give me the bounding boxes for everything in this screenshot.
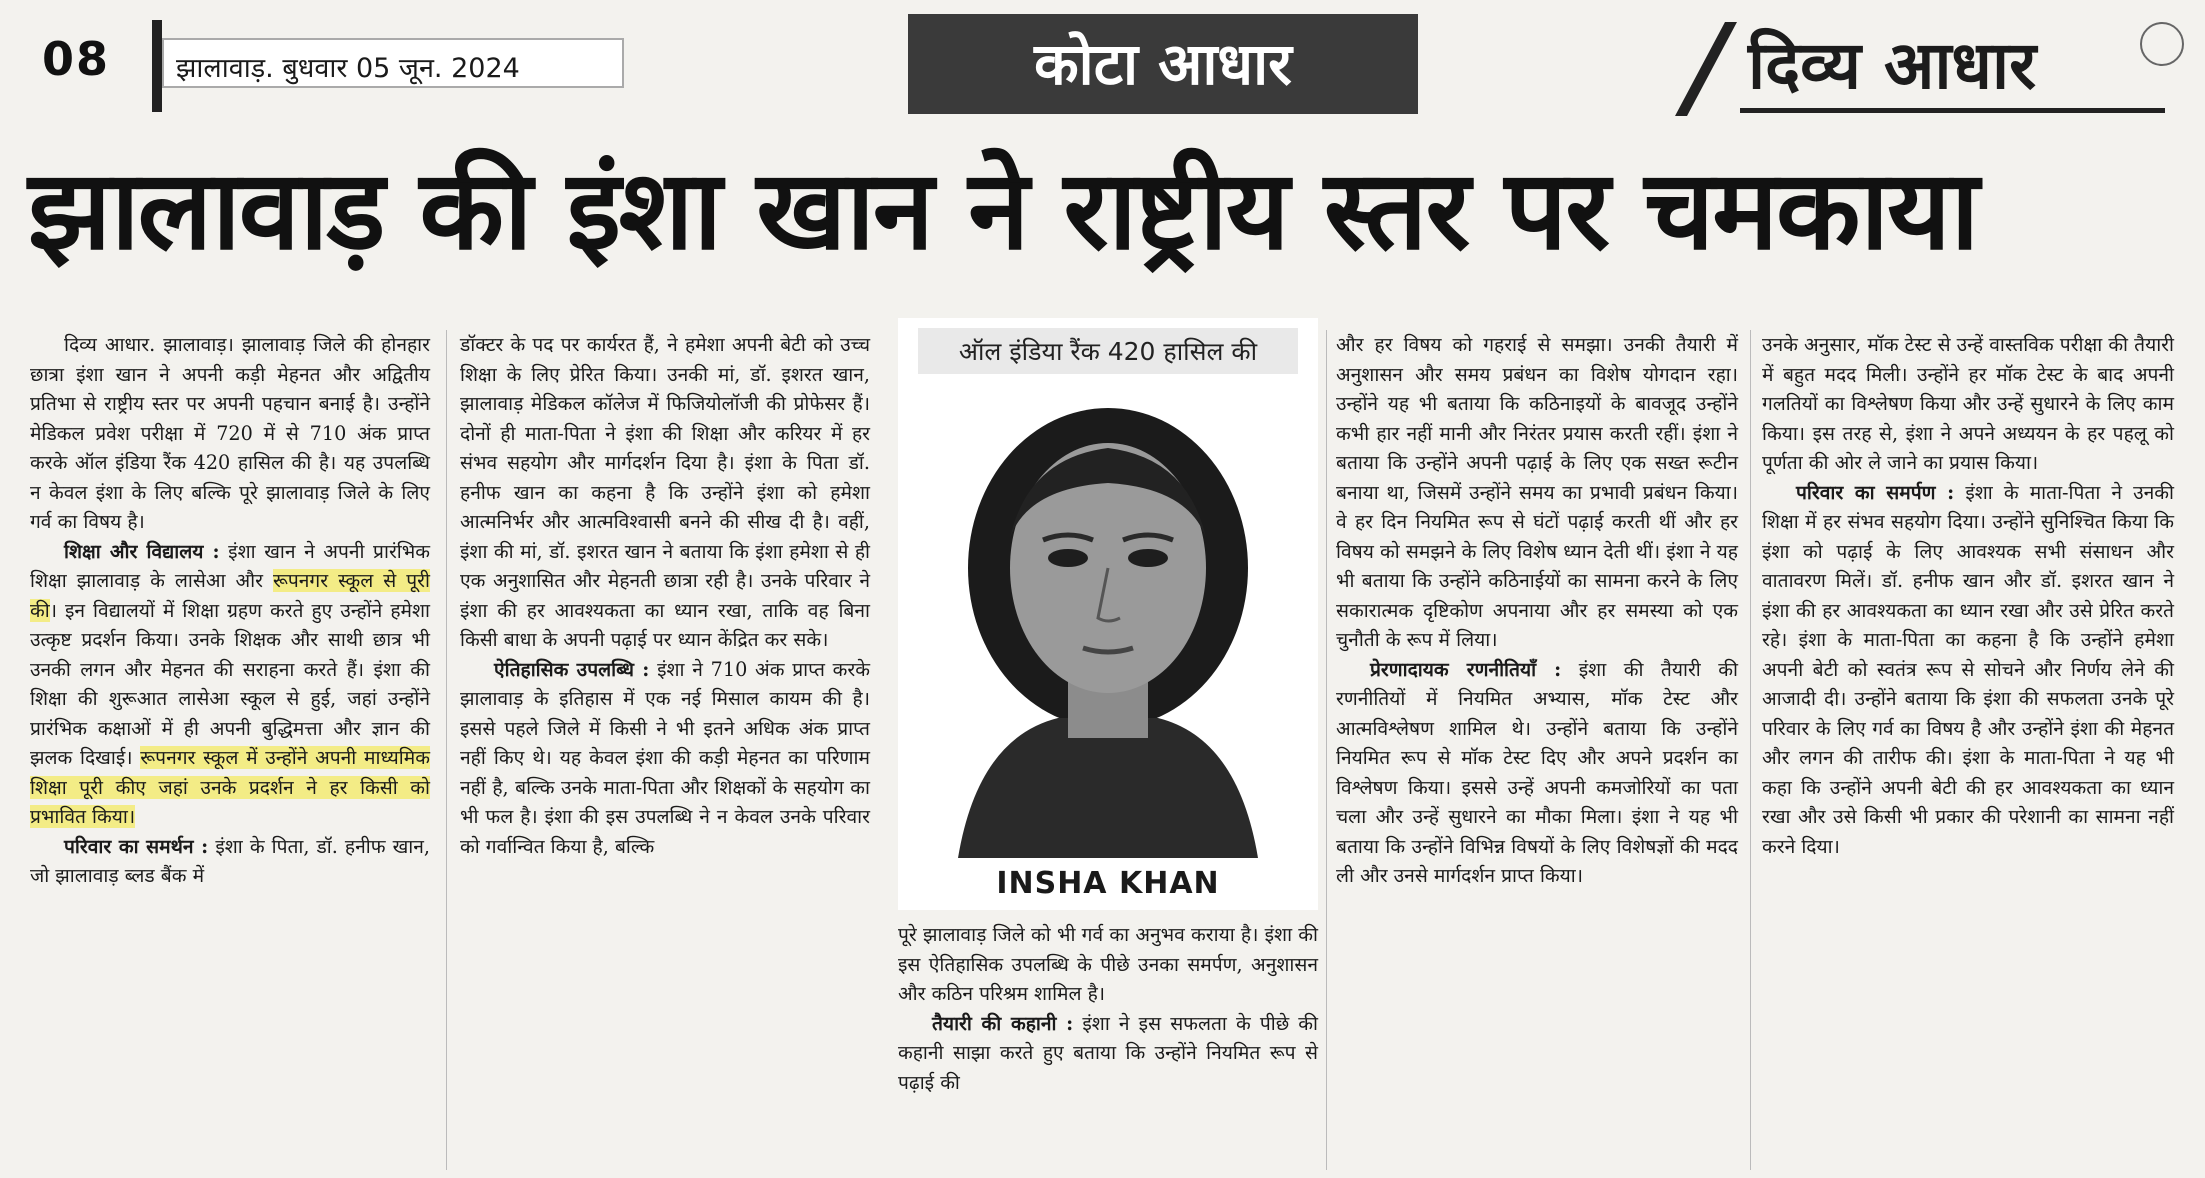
highlighted-text: रूपनगर स्कूल में उन्होंने अपनी माध्यमिक शिक्षा पूरी कीए जहां उनके प्रदर्शन ने हर किसी को प्रभावित किया। [30, 746, 430, 828]
paragraph-parents: डॉक्टर के पद पर कार्यरत हैं, ने हमेशा अपनी बेटी को उच्च शिक्षा के लिए प्रेरित किया। उनकी मां, डॉ. इशरत खान, झालावाड़ मेडिकल कॉलेज में फिजियोलॉजी की प्रोफेसर हैं। दोनों ही माता-पिता ने इंशा की शिक्षा और करियर में हर संभव सहयोग और मार्गदर्शन दिया है। इंशा के पिता डॉ. हनीफ खान का कहना है कि उन्होंने इंशा को हमेशा आत्मनिर्भर और आत्मविश्वासी बनने की सीख दी है। वहीं, इंशा की मां, डॉ. इशरत खान ने बताया कि इंशा हमेशा से ही एक अनुशासित और मेहनती छात्रा रही है। उनके परिवार ने इंशा की हर आवश्यकता का ध्यान रखा, ताकि वह बिना किसी बाधा के अपनी पढ़ाई पर ध्यान केंद्रित कर सके। [460, 333, 870, 651]
paragraph-historic [460, 655, 870, 862]
text-run: इंशा ने 710 अंक प्राप्त करके झालावाड़ के इतिहास में एक नई मिसाल कायम की है। इससे पहले जिले में किसी ने भी इतने अधिक अंक प्राप्त नहीं किए थे। यह केवल इंशा की कड़ी मेहनत का परिणाम नहीं है, बल्कि उनके माता-पिता और शिक्षकों के सहयोग का भी फल है। इंशा की इस उपलब्धि ने न केवल उनके परिवार को गर्वान्वित किया है, बल्कि [460, 657, 870, 858]
article-column-5 [1762, 330, 2174, 861]
paragraph-family-dedication [1762, 478, 2174, 862]
subhead-education: शिक्षा और विद्यालय : [64, 539, 220, 563]
paragraph-education [30, 537, 430, 832]
text-run: इंशा के पिता, डॉ. हनीफ खान, जो झालावाड़ ब्लड बैंक में [30, 834, 430, 887]
paragraph-mock-tests: उनके अनुसार, मॉक टेस्ट से उन्हें वास्तविक परीक्षा की तैयारी में बहुत मदद मिली। उन्होंने हर मॉक टेस्ट के बाद अपनी गलतियों का विश्लेषण किया और उन्हें सुधारने के लिए काम किया। इस तरह से, इंशा ने अपने अध्ययन के हर पहलू को पूर्णता की ओर ले जाने का प्रयास किया। [1762, 333, 2174, 474]
subhead-family-support: परिवार का समर्थन : [64, 834, 209, 858]
subhead-strategies: प्रेरणादायक रणनीतियाँ : [1370, 657, 1562, 681]
masthead-slash [1675, 22, 1737, 116]
paragraph-strategies [1336, 655, 1738, 891]
dateline: झालावाड़. बुधवार 05 जून. 2024 [162, 38, 624, 88]
section-banner: कोटा आधार [908, 14, 1418, 114]
newspaper-brand: दिव्य आधार [1748, 26, 2037, 104]
column-rule [446, 330, 447, 1170]
subhead-family-dedication: परिवार का समर्पण : [1796, 480, 1955, 504]
masthead-divider [152, 20, 162, 112]
masthead [0, 0, 2205, 130]
text-run: इंशा ने इस सफलता के पीछे की कहानी साझा करते हुए बताया कि उन्होंने नियमित रूप से पढ़ाई की [898, 1011, 1318, 1094]
text-run: । इन विद्यालयों में शिक्षा ग्रहण करते हुए उन्होंने हमेशा उत्कृष्ट प्रदर्शन किया। उनके शिक्षक और साथी छात्र भी उनकी लगन और मेहनत की सराहना करते हैं। इंशा की शिक्षा की शुरूआत लासेआ स्कूल से हुई, जहां उन्होंने प्रारंभिक कक्षाओं में ही अपनी बुद्धिमत्ता और ज्ञान की झलक दिखाई। [30, 598, 430, 769]
paragraph-family-support [30, 832, 430, 891]
text-run: इंशा के माता-पिता ने उनकी शिक्षा में हर संभव सहयोग दिया। उन्होंने सुनिश्चित किया कि इंशा को पढ़ाई के लिए आवश्यक सभी संसाधन और वातावरण मिलें। डॉ. हनीफ खान और डॉ. इशरत खान ने इंशा की हर आवश्यकता का ध्यान रखा और उसे प्रेरित करते रहे। इंशा के माता-पिता का कहना है कि उन्होंने हमेशा अपनी बेटी को स्वतंत्र रूप से सोचने और निर्णय लेने की आजादी दी। उन्होंने बताया कि इंशा की सफलता उनके पूरे परिवार के लिए गर्व का विषय है और उन्होंने इंशा की मेहनत और लगन की तारीफ की। इंशा के माता-पिता ने यह भी कहा कि उन्होंने अपनी बेटी की हर आवश्यकता का ध्यान रखा और उसे किसी भी प्रकार की परेशानी का सामना नहीं करने दिया। [1762, 480, 2175, 858]
paragraph-pride: पूरे झालावाड़ जिले को भी गर्व का अनुभव कराया है। इंशा की इस ऐतिहासिक उपलब्धि के पीछे उनका समर्पण, अनुशासन और कठिन परिश्रम शामिल है। [898, 923, 1318, 1005]
photo-name: INSHA KHAN [996, 866, 1220, 901]
article-column-1 [30, 330, 430, 891]
text-run: इंशा की तैयारी की रणनीतियों में नियमित अभ्यास, मॉक टेस्ट और आत्मविश्लेषण शामिल थे। उन्होंने बताया कि उन्होंने नियमित रूप से मॉक टेस्ट दिए और अपने प्रदर्शन का विश्लेषण किया। इससे उन्हें अपनी कमजोरियों का पता चला और उन्हें सुधारने का मौका मिला। इंशा ने यह भी बताया कि उन्होंने विभिन्न विषयों के लिए विशेषज्ञों की मदद ली और उनसे मार्गदर्शन प्राप्त किया। [1336, 657, 1738, 887]
wheel-icon [2140, 22, 2184, 66]
paragraph-preparation [898, 1009, 1318, 1098]
column-rule [1750, 330, 1751, 1170]
brand-underline [1740, 108, 2165, 113]
subhead-preparation: तैयारी की कहानी : [932, 1011, 1074, 1035]
portrait-photo [898, 318, 1318, 910]
photo-panel [898, 318, 1318, 910]
paragraph-discipline: और हर विषय को गहराई से समझा। उनकी तैयारी में अनुशासन और समय प्रबंधन का विशेष योगदान रहा। उन्होंने यह भी बताया कि कठिनाइयों के बावजूद उन्होंने कभी हार नहीं मानी और निरंतर प्रयास करती रहीं। इंशा ने बताया कि उन्होंने अपनी पढ़ाई के लिए एक सख्त रूटीन बनाया था, जिसमें उन्होंने समय का प्रभावी प्रबंधन किया। वे हर दिन नियमित रूप से घंटों पढ़ाई करती थीं और हर विषय को समझने के लिए विशेष ध्यान देती थीं। इंशा ने यह भी बताया कि उन्होंने कठिनाईयों का सामना करने के लिए सकारात्मक दृष्टिकोण अपनाया और हर समस्या को एक चुनौती के रूप में लिया। [1336, 333, 1738, 651]
subhead-historic: ऐतिहासिक उपलब्धि : [494, 657, 650, 681]
headline: झालावाड़ की इंशा खान ने राष्ट्रीय स्तर पर चमकाया [28, 146, 1978, 274]
column-rule [1326, 330, 1327, 1170]
paragraph-intro: दिव्य आधार. झालावाड़। झालावाड़ जिले की होनहार छात्रा इंशा खान ने अपनी कड़ी मेहनत और अद्वितीय प्रतिभा से राष्ट्रीय स्तर पर अपनी पहचान बनाई है। उन्होंने मेडिकल प्रवेश परीक्षा में 720 में से 710 अंक प्राप्त करके ऑल इंडिया रैंक 420 हासिल की है। यह उपलब्धि न केवल इंशा के लिए बल्कि पूरे झालावाड़ जिले के लिए गर्व का विषय है। [30, 333, 430, 533]
highlighted-text: रूपनगर स्कूल से पूरी की [30, 569, 430, 622]
article-column-2 [460, 330, 870, 861]
article-column-3 [898, 920, 1318, 1097]
article-column-4 [1336, 330, 1738, 891]
page-number: 08 [42, 32, 111, 86]
text-run: इंशा खान ने अपनी प्रारंभिक शिक्षा झालावाड़ के लासेआ और [30, 539, 430, 592]
photo-caption: ऑल इंडिया रैंक 420 हासिल की [918, 328, 1298, 374]
